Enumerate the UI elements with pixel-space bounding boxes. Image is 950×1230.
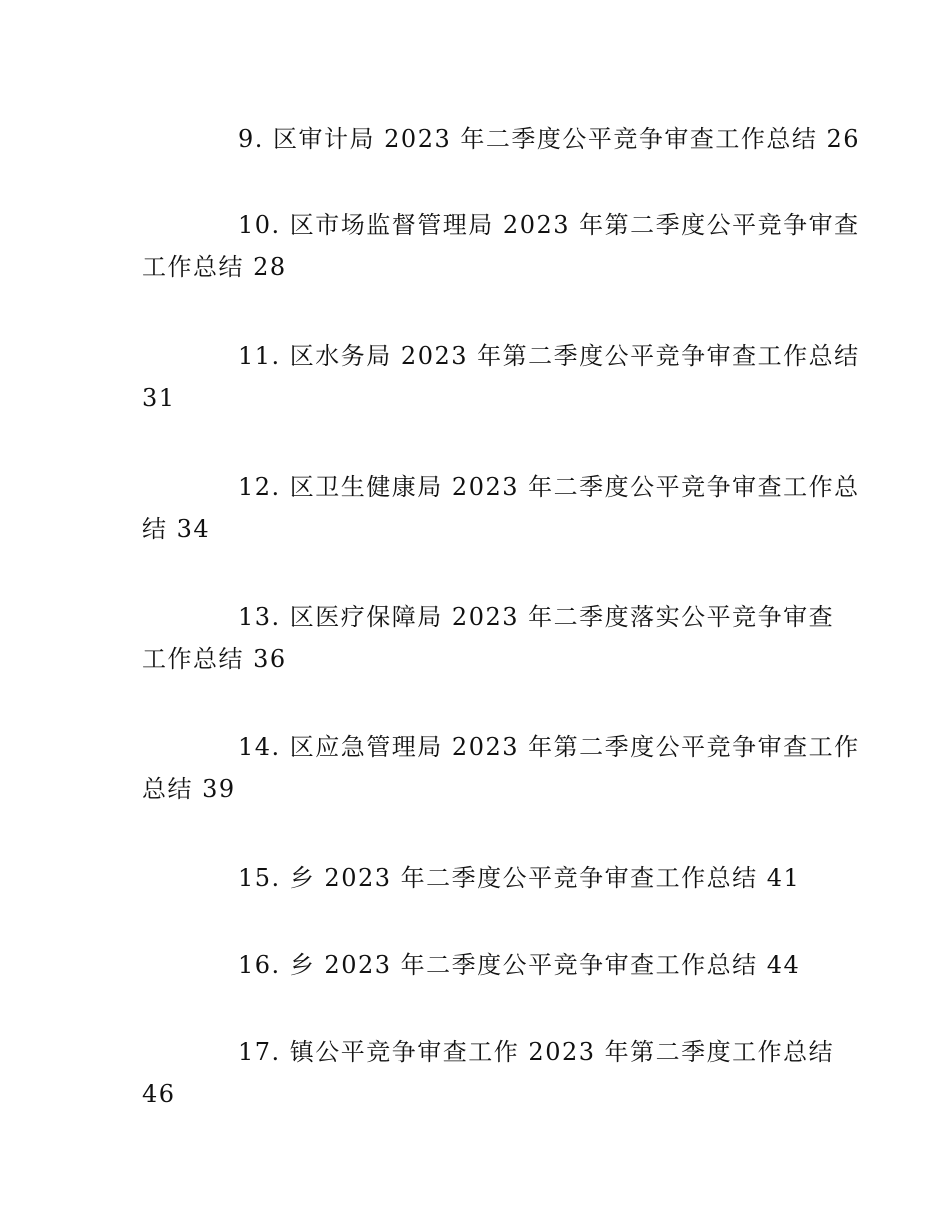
toc-entry-text: 13. 区医疗保障局 2023 年二季度落实公平竞争审查 [238,603,835,631]
toc-entry-text: 15. 乡 2023 年二季度公平竞争审查工作总结 41 [238,864,801,892]
toc-entry-text-continued: 总结 39 [142,775,236,803]
toc-entry-15 [142,857,800,899]
toc-entry-16 [142,944,800,986]
toc-entry-text: 11. 区水务局 2023 年第二季度公平竞争审查工作总结 [238,342,860,370]
toc-entry-text: 16. 乡 2023 年二季度公平竞争审查工作总结 44 [238,951,801,979]
toc-entry-text-continued: 结 34 [142,515,211,543]
toc-entry-text-continued: 工作总结 28 [142,253,287,281]
toc-entry-text-continued: 31 [142,384,176,412]
toc-entry-10 [142,204,860,288]
toc-entry-text: 14. 区应急管理局 2023 年第二季度公平竞争审查工作 [238,733,860,761]
toc-entry-text-continued: 46 [142,1080,176,1108]
toc-entry-17 [142,1031,834,1115]
toc-entry-11 [142,335,860,419]
toc-entry-14 [142,726,860,810]
toc-entry-12 [142,466,860,550]
toc-entry-13 [142,596,834,680]
toc-entry-9 [142,118,860,160]
toc-entry-text: 10. 区市场监督管理局 2023 年第二季度公平竞争审查 [238,211,860,239]
toc-entry-text: 12. 区卫生健康局 2023 年二季度公平竞争审查工作总 [238,473,860,501]
toc-entry-text: 9. 区审计局 2023 年二季度公平竞争审查工作总结 26 [238,125,861,153]
toc-entry-text: 17. 镇公平竞争审查工作 2023 年第二季度工作总结 [238,1038,835,1066]
toc-entry-text-continued: 工作总结 36 [142,645,287,673]
